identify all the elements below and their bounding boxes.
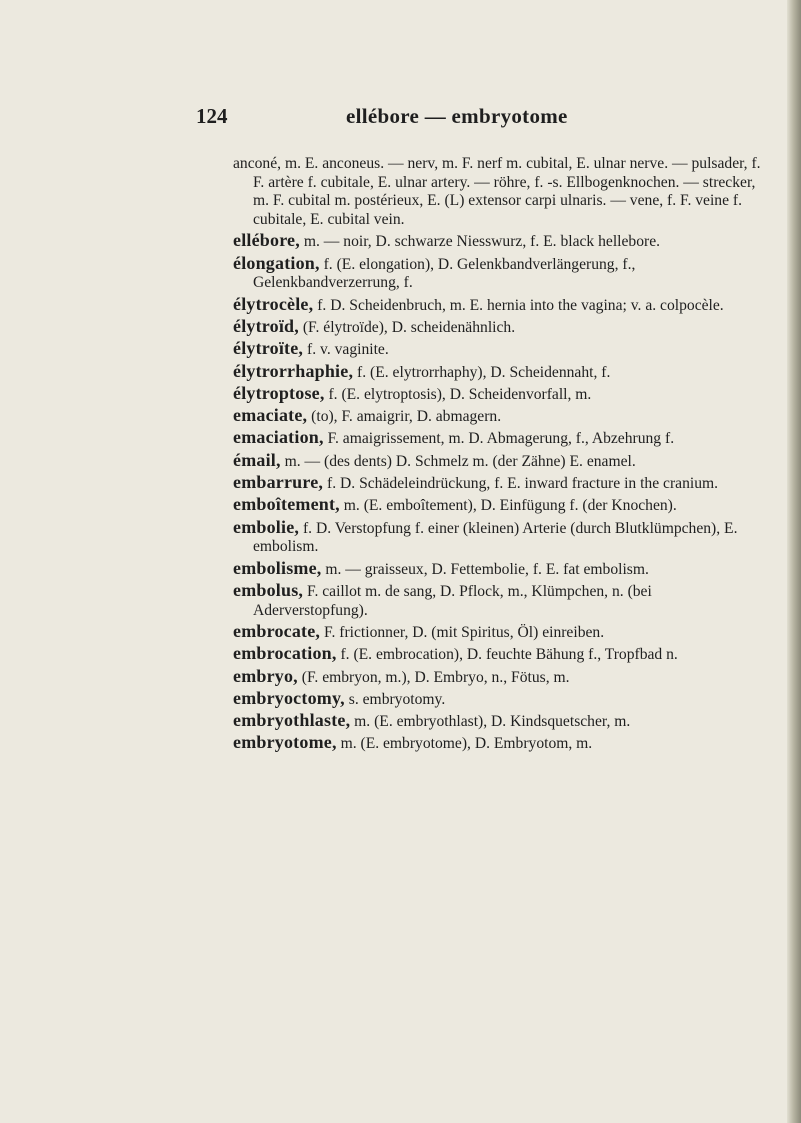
entry-text: F. amaigrissement, m. D. Abmagerung, f., Abzehrung f. [323, 430, 675, 448]
entry-text: m. (E. embryothlast), D. Kindsquetscher, m. [350, 713, 631, 731]
entry-text: f. D. Verstopfung f. einer (kleinen) Arterie (durch Blutklümpchen), E. embolism. [253, 519, 738, 556]
dictionary-entry [233, 231, 763, 252]
entry-text: f. D. Schädeleindrückung, f. E. inward fracture in the cranium. [323, 475, 719, 493]
page-number: 124 [196, 104, 228, 128]
dictionary-entry [233, 254, 763, 293]
entry-text: f. (E. elytrorrhaphy), D. Scheidennaht, f. [353, 363, 611, 381]
dictionary-entry [233, 384, 763, 405]
entry-headword: embrocate, [233, 620, 321, 641]
dictionary-entry [233, 451, 763, 472]
dictionary-entry [233, 339, 763, 360]
dictionary-entry [233, 295, 763, 316]
entry-headword: embryo, [233, 665, 298, 686]
entry-text: m. (E. emboîtement), D. Einfügung f. (der Knochen). [339, 497, 677, 515]
entry-headword: élytrocèle, [233, 293, 314, 314]
entry-text: m. — noir, D. schwarze Niesswurz, f. E. black hellebore. [299, 233, 661, 251]
dictionary-entry [233, 428, 763, 449]
entry-text: anconé, m. E. anconeus. — nerv, m. F. nerf m. cubital, E. ulnar nerve. — pulsader, f. F. artère f. cubitale, E. ulnar artery. — röhre, f. -s. Ellbogenknochen. — strecker, m. F. cubital m. postérieux, E. (L) extensor carpi ulnaris. — vene, f. F. veine f. cubitale, E. cubital vein. [233, 155, 761, 229]
dictionary-entries [233, 153, 763, 756]
entry-text: m. (E. embryotome), D. Embryotom, m. [336, 735, 593, 753]
dictionary-entry [233, 495, 763, 516]
entry-headword: embrocation, [233, 643, 337, 664]
dictionary-entry [233, 622, 763, 643]
entry-text: F. frictionner, D. (mit Spiritus, Öl) einreiben. [320, 623, 605, 641]
dictionary-entry [233, 518, 763, 557]
entry-text: s. embryotomy. [344, 690, 446, 708]
entry-text: f. (E. elongation), D. Gelenkbandverlängerung, f., Gelenkbandverzerrung, f. [253, 255, 636, 292]
dictionary-entry [233, 644, 763, 665]
dictionary-entry [233, 362, 763, 383]
dictionary-entry [233, 733, 763, 754]
entry-headword: embolus, [233, 579, 304, 600]
entry-text: (F. élytroïde), D. scheidenähnlich. [298, 319, 516, 336]
entry-headword: élytroptose, [233, 382, 325, 403]
entry-headword: élytrorrhaphie, [233, 360, 354, 381]
entry-text: f. D. Scheidenbruch, m. E. hernia into the vagina; v. a. colpocèle. [313, 296, 724, 314]
entry-headword: embryotome, [233, 732, 337, 753]
dictionary-entry [233, 581, 763, 620]
entry-headword: émail, [233, 449, 281, 470]
entry-headword: ellébore, [233, 230, 300, 251]
dictionary-entry [233, 689, 763, 710]
entry-text: f. v. vaginite. [303, 341, 389, 359]
entry-headword: embolisme, [233, 557, 322, 578]
page-edge [787, 0, 801, 1123]
dictionary-entry [233, 667, 763, 688]
entry-text: (F. embryon, m.), D. Embryo, n., Fötus, m. [297, 668, 570, 686]
dictionary-entry [233, 406, 763, 427]
entry-headword: élytroïd, [233, 316, 299, 336]
page-header [196, 104, 756, 134]
dictionary-entry [233, 473, 763, 494]
entry-text: f. (E. elytroptosis), D. Scheidenvorfall, m. [324, 385, 592, 403]
dictionary-entry [233, 559, 763, 580]
entry-text: (to), F. amaigrir, D. abmagern. [307, 408, 502, 426]
entry-text: m. — (des dents) D. Schmelz m. (der Zähne) E. enamel. [280, 452, 636, 470]
entry-headword: embryoctomy, [233, 687, 345, 708]
entry-headword: embarrure, [233, 472, 324, 493]
entry-headword: embryothlaste, [233, 710, 351, 731]
running-head: ellébore — embryotome [346, 104, 568, 128]
entry-headword: emaciate, [233, 405, 308, 426]
entry-text: f. (E. embrocation), D. feuchte Bähung f., Tropfbad n. [336, 646, 678, 664]
entry-headword: élongation, [233, 252, 320, 273]
entry-headword: élytroïte, [233, 338, 304, 359]
dictionary-entry [233, 317, 763, 338]
entry-headword: emaciation, [233, 427, 324, 448]
entry-text: m. — graisseux, D. Fettembolie, f. E. fat embolism. [321, 560, 649, 578]
dictionary-entry [233, 711, 763, 732]
entry-headword: embolie, [233, 516, 300, 537]
entry-text: F. caillot m. de sang, D. Pflock, m., Klümpchen, n. (bei Aderverstopfung). [253, 582, 652, 619]
entry-headword: emboîtement, [233, 494, 340, 515]
dictionary-entry [233, 153, 763, 230]
